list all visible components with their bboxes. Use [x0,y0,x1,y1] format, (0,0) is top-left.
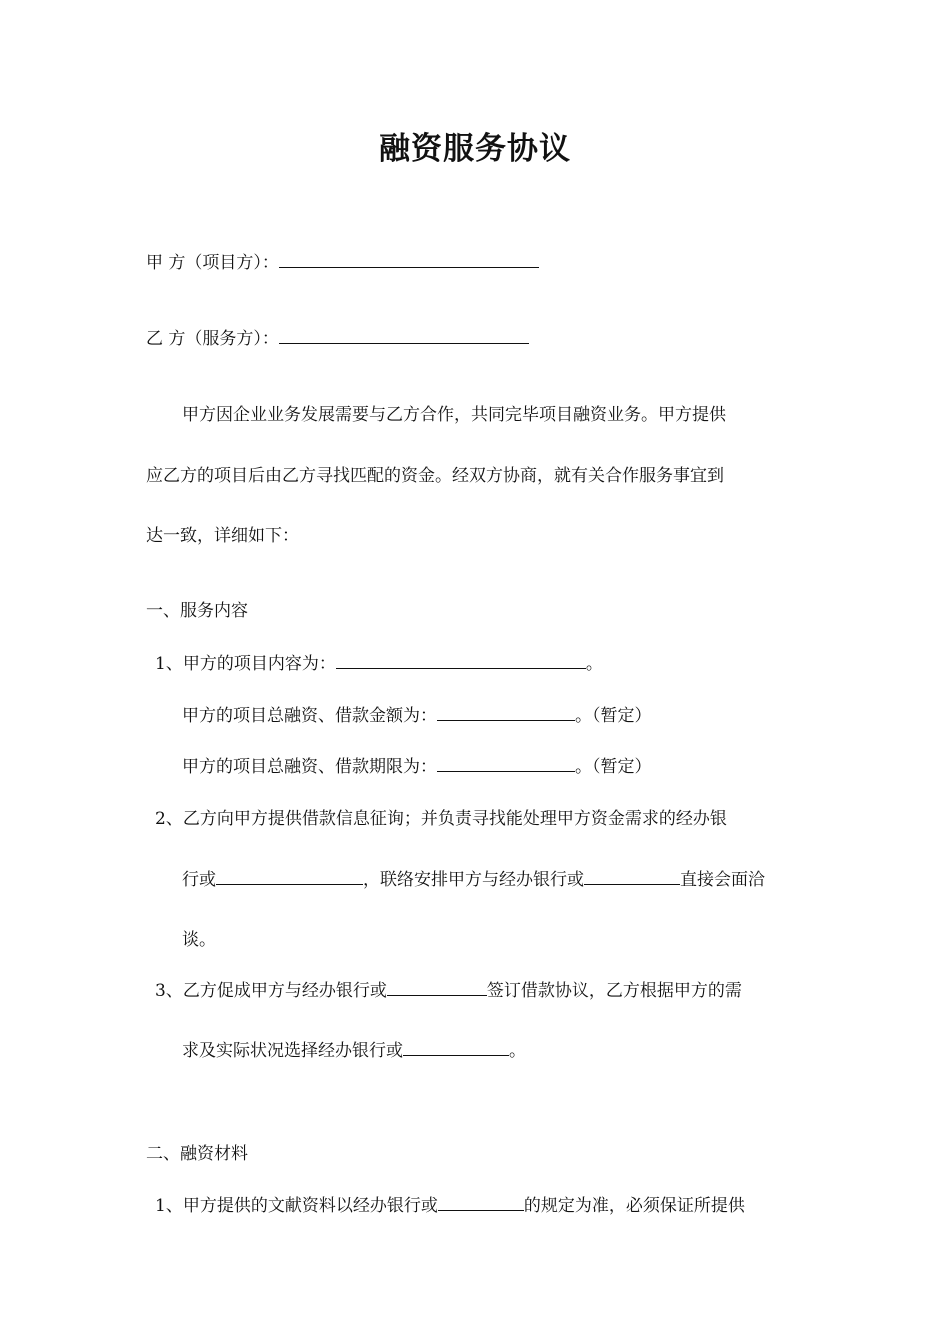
intro-line-1: 甲方因企业业务发展需要与乙方合作，共同完毕项目融资业务。甲方提供 [182,405,726,425]
section-2-text-b: 的规定为准，必须保证所提供 [523,1196,745,1216]
document-title: 融资服务协议 [379,131,571,167]
party-b-label: 乙 方（服务方）： [146,329,279,349]
section-1-item-3-line-2 [182,1040,526,1062]
item-3-text-d: 。 [509,1041,526,1061]
item-3-text-c: 求及实际状况选择经办银行或 [182,1041,403,1061]
financing-term-blank[interactable] [437,757,575,772]
financing-amount-suffix: 。（暂定） [575,706,652,726]
party-b-line [146,328,529,350]
section-2-text-a: 1、甲方提供的文献资料以经办银行或 [155,1196,438,1216]
section-2-item-1-line-1 [155,1195,745,1217]
section-1-item-1-line-2 [182,705,652,727]
project-content-suffix: 。 [585,654,603,674]
intro-line-2: 应乙方的项目后由乙方寻找匹配的资金。经双方协商，就有关合作服务事宜到 [146,466,724,486]
party-a-blank[interactable] [279,253,539,268]
section-1-item-2-line-2 [182,869,765,891]
party-a-label: 甲 方（项目方）： [146,253,279,273]
section-1-item-1-line-3 [182,756,652,778]
section-1-item-1-line-1 [155,653,603,675]
financing-amount-blank[interactable] [437,706,575,721]
bank-or-blank-1[interactable] [216,870,363,885]
section-1-item-2-line-3: 谈。 [182,930,216,950]
section-2-heading: 二、融资材料 [146,1144,248,1164]
financing-term-label: 甲方的项目总融资、借款期限为： [182,757,437,777]
party-a-line [146,252,539,274]
intro-line-3: 达一致，详细如下： [146,526,299,546]
bank-or-blank-4[interactable] [403,1041,509,1056]
financing-term-suffix: 。（暂定） [575,757,652,777]
bank-or-blank-2[interactable] [584,870,680,885]
item-3-text-a: 3、乙方促成甲方与经办银行或 [155,981,387,1001]
bank-or-blank-5[interactable] [438,1196,524,1211]
section-1-item-2-line-1: 2、乙方向甲方提供借款信息征询；并负责寻找能处理甲方资金需求的经办银 [155,809,727,829]
item-2-text-a: 行或 [182,870,216,890]
item-3-text-b: 签订借款协议，乙方根据甲方的需 [486,981,742,1001]
item-2-text-b: ，联络安排甲方与经办银行或 [363,870,584,890]
financing-amount-label: 甲方的项目总融资、借款金额为： [182,706,437,726]
section-1-item-3-line-1 [155,980,742,1002]
project-content-label: 1、甲方的项目内容为： [155,654,336,674]
item-2-text-c: 直接会面洽 [680,870,765,890]
section-1-heading: 一、服务内容 [146,601,248,621]
party-b-blank[interactable] [279,329,529,344]
project-content-blank[interactable] [336,654,586,669]
bank-or-blank-3[interactable] [387,981,487,996]
